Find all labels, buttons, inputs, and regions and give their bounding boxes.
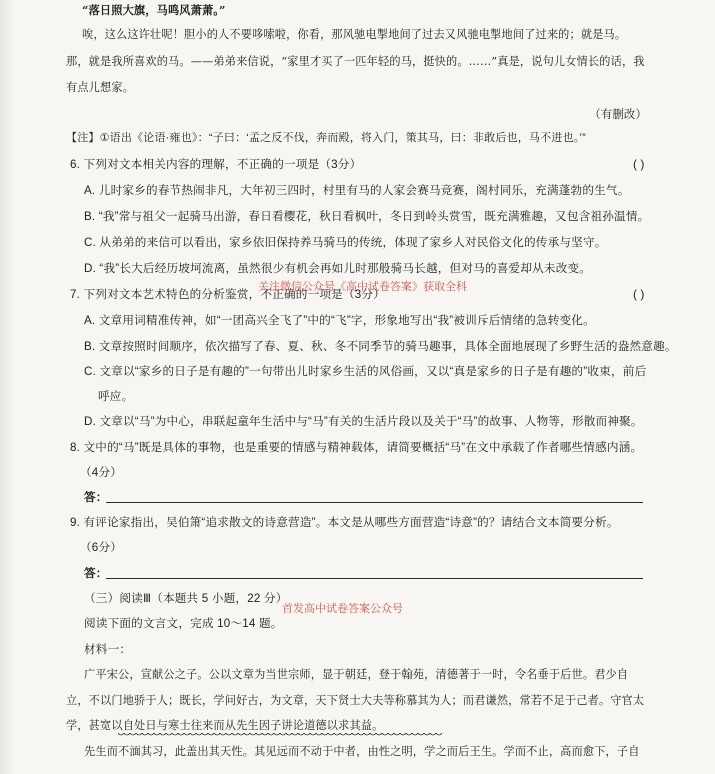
q7-stem: 7. 下列对文本艺术特色的分析鉴赏，不正确的一项是（3分） [70, 288, 385, 301]
q7-option-b: B. 文章按照时间顺序，依次描写了春、夏、秋、冬不同季节的骑马趣事，具体全面地展现了乡野生活的盎然意趣。 [84, 340, 677, 353]
q6-option-d: D. “我”长大后经历坡坷流离，虽然很少有机会再如儿时那般骑马长越，但对马的喜爱却从未改变。 [84, 262, 592, 275]
q8-stem-line2: （4分） [80, 466, 123, 479]
q8-answer-line[interactable] [106, 502, 643, 503]
wavy-underline [118, 733, 442, 737]
reading-instruction: 阅读下面的文言文，完成 10～14 题。 [84, 617, 283, 630]
watermark-top: 关注微信公众号《高中试卷答案》获取全科 [258, 280, 467, 293]
footnote: 【注】①语出《论语·雍也》：“子曰：‘孟之反不伐，奔而殿，将入门，策其马，曰：非敢后也，马不进也。’” [66, 132, 586, 144]
q7-answer-paren: ( ) [633, 287, 645, 301]
material-1-label: 材料一： [84, 643, 132, 656]
q9-stem-line2: （6分） [80, 541, 123, 554]
q6-option-b: B. “我”常与祖父一起骑马出游，春日看樱花，秋日看枫叶，冬日到岭头赏雪，既充满雅趣，又包含祖孙温情。 [84, 210, 650, 223]
q7-option-d: D. 文章以“马”为中心，串联起童年生活中与“马”有关的生活片段以及关于“马”的故事、人物等，形散而神聚。 [84, 415, 643, 428]
section-3-heading: （三）阅读Ⅲ（本题共 5 小题，22 分） [84, 592, 288, 605]
top-quote: “落日照大旗，马鸣风萧萧。” [82, 3, 226, 17]
classical-line-4: 先生而不湎其习，此盖出其天性。其见远而不动于中者，由性之明，学之而后王生。学而不止，高而愈下，子自 [84, 745, 640, 758]
passage-line-2: 那，就是我所喜欢的马。——弟弟来信说，“家里才买了一匹年轻的马，挺快的。……”真是，说句儿女情长的话，我 [66, 55, 645, 68]
passage-line-3: 有点儿想家。 [66, 81, 135, 94]
classical-line-3: 学，甚宽以自处日与寒士往来而从先生因子讲论道德以求其益。 [66, 719, 384, 732]
q6-answer-paren: ( ) [633, 157, 645, 171]
classical-line-2: 立，不以门地骄于人；既长，学问好古，为文章，天下贤士大夫等称慕其为人；而君谦然，常若不足于己者。守官太 [66, 694, 645, 707]
q9-answer-line[interactable] [106, 578, 643, 579]
q7-option-a: A. 文章用词精准传神，如“一团高兴全飞了”中的“飞”字，形象地写出“我”被训斥后情绪的急转变化。 [84, 314, 595, 327]
deletion-note: （有删改） [589, 107, 647, 121]
classical-line-1: 广平宋公，宣献公之子。公以文章为当世宗师，显于朝廷，登于翰苑，清德著于一时，令名垂于后世。君少自 [84, 668, 629, 681]
q9-stem-line1: 9. 有评论家指出，吴伯箫“追求散文的诗意营造”。本文是从哪些方面营造“诗意”的？请结合文本简要分析。 [70, 516, 619, 529]
q6-option-a: A. 儿时家乡的春节热闹非凡，大年初三四时，村里有马的人家会赛马竞赛，阁村同乐，充满蓬勃的生气。 [84, 184, 630, 197]
q7-option-c-line2: 呼应。 [98, 390, 134, 403]
q9-answer-label: 答： [84, 567, 108, 580]
passage-line-1: 唉，这么这许壮呢！胆小的人不要哆嗦啦，你看，那风驰电掣地间了过去又风驰电掣地间了过来的；就是马。 [82, 28, 627, 41]
q6-option-c: C. 从弟弟的来信可以看出，家乡依旧保持养马骑马的传统，体现了家乡人对民俗文化的传承与坚守。 [84, 236, 607, 249]
scan-edge-shadow [0, 0, 14, 774]
q7-option-c-line1: C. 文章以“家乡的日子是有趣的”一句带出儿时家乡生活的风俗画，又以“真是家乡的日子是有趣的”收束，前后 [84, 365, 647, 378]
q8-answer-label: 答： [84, 491, 108, 504]
q6-stem: 6. 下列对文本相关内容的理解，不正确的一项是（3分） [70, 158, 362, 171]
q8-stem-line1: 8. 文中的“马”既是具体的事物，也是重要的情感与精神载体，请简要概括“马”在文中承载了作者哪些情感内涵。 [70, 441, 643, 454]
watermark-bottom: 首发高中试卷答案公众号 [282, 602, 403, 615]
